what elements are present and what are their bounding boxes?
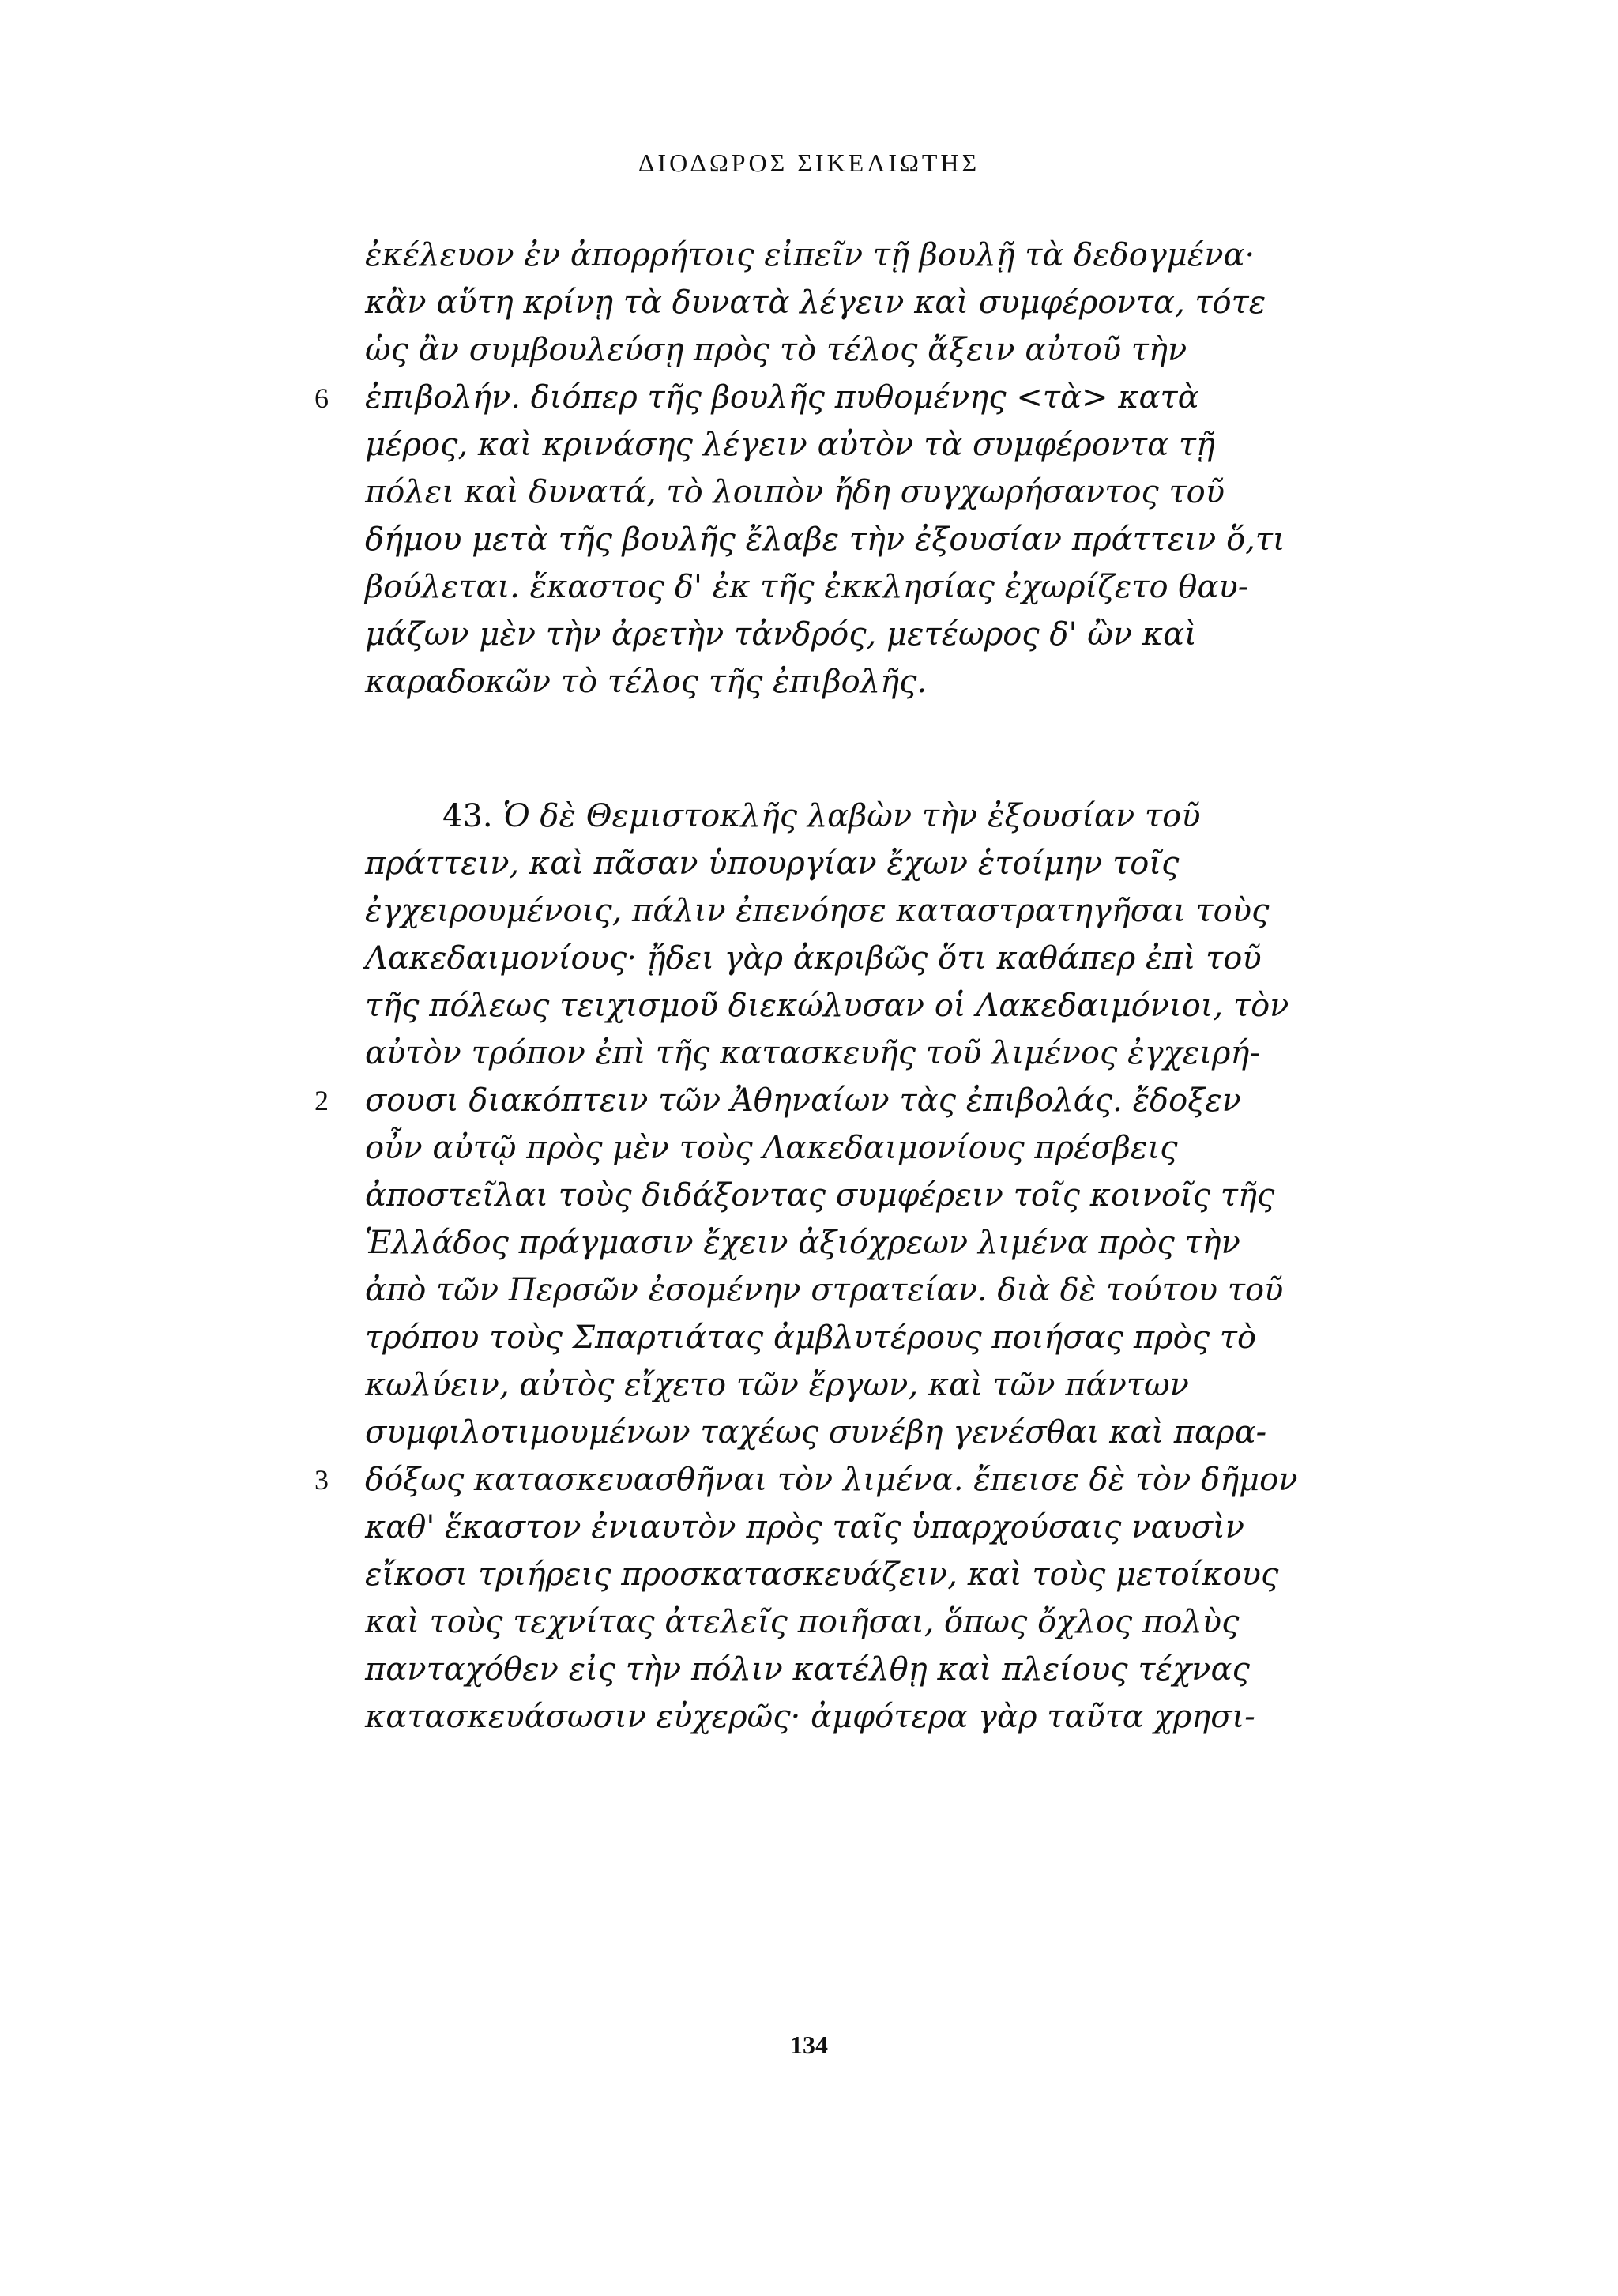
text-line: Ἑλλάδος πράγμασιν ἔχειν ἀξιόχρεων λιμένα πρὸς τὴν: [365, 1225, 1240, 1261]
text-line: ὡς ἂν συμβουλεύσῃ πρὸς τὸ τέλος ἄξειν αὐτοῦ τὴν: [365, 332, 1187, 368]
text-line: μάζων μὲν τὴν ἀρετὴν τἀνδρός, μετέωρος δ' ὢν καὶ: [365, 616, 1197, 653]
text-line: τῆς πόλεως τειχισμοῦ διεκώλυσαν οἱ Λακεδαιμόνιοι, τὸν: [365, 988, 1289, 1024]
text-line: εἴκοσι τριήρεις προσκατασκευάζειν, καὶ τοὺς μετοίκους: [365, 1556, 1279, 1593]
section-first-line: [442, 794, 1201, 838]
text-line: οὖν αὐτῷ πρὸς μὲν τοὺς Λακεδαιμονίους πρέσβεις: [365, 1130, 1178, 1166]
text-line: βούλεται. ἕκαστος δ' ἐκ τῆς ἐκκλησίας ἐχωρίζετο θαυ-: [365, 569, 1249, 605]
text-line: κωλύειν, αὐτὸς εἴχετο τῶν ἔργων, καὶ τῶν πάντων: [365, 1367, 1189, 1403]
chapter-number: 43.: [442, 798, 493, 834]
margin-section-number: 6: [314, 382, 329, 414]
text-line: ἐπιβολήν. διόπερ τῆς βουλῆς πυθομένης <τὰ> κατὰ: [365, 379, 1199, 416]
text-line: Ὁ δὲ Θεμιστοκλῆς λαβὼν τὴν ἐξουσίαν τοῦ: [502, 798, 1201, 834]
text-line: δήμου μετὰ τῆς βουλῆς ἔλαβε τὴν ἐξουσίαν πράττειν ὅ,τι: [365, 521, 1285, 558]
text-line: πόλει καὶ δυνατά, τὸ λοιπὸν ἤδη συγχωρήσαντος τοῦ: [365, 474, 1225, 510]
text-line: πανταχόθεν εἰς τὴν πόλιν κατέλθῃ καὶ πλείους τέχνας: [365, 1651, 1250, 1688]
text-line: κατασκευάσωσιν εὐχερῶς· ἀμφότερα γὰρ ταῦτα χρησι-: [365, 1699, 1255, 1735]
text-line: καὶ τοὺς τεχνίτας ἀτελεῖς ποιῆσαι, ὅπως ὄχλος πολὺς: [365, 1604, 1240, 1640]
text-line: πράττειν, καὶ πᾶσαν ὑπουργίαν ἔχων ἑτοίμην τοῖς: [365, 845, 1180, 882]
text-line: δόξως κατασκευασθῆναι τὸν λιμένα. ἔπεισε δὲ τὸν δῆμον: [365, 1462, 1298, 1498]
text-line: αὐτὸν τρόπον ἐπὶ τῆς κατασκευῆς τοῦ λιμένος ἐγχειρή-: [365, 1035, 1260, 1071]
text-line: ἀπὸ τῶν Περσῶν ἐσομένην στρατείαν. διὰ δὲ τούτου τοῦ: [365, 1272, 1284, 1308]
page-number: 134: [790, 2031, 828, 2059]
text-line: κἂν αὕτη κρίνῃ τὰ δυνατὰ λέγειν καὶ συμφέροντα, τότε: [365, 284, 1266, 321]
text-line: ἐκέλευον ἐν ἀπορρήτοις εἰπεῖν τῇ βουλῇ τὰ δεδογμένα·: [365, 237, 1255, 273]
margin-section-number: 3: [314, 1464, 329, 1496]
text-line: σουσι διακόπτειν τῶν Ἀθηναίων τὰς ἐπιβολάς. ἔδοξεν: [365, 1082, 1242, 1119]
text-line: συμφιλοτιμουμένων ταχέως συνέβη γενέσθαι καὶ παρα-: [365, 1414, 1267, 1451]
text-line: καθ' ἕκαστον ἐνιαυτὸν πρὸς ταῖς ὑπαρχούσαις ναυσὶν: [365, 1509, 1245, 1545]
text-line: Λακεδαιμονίους· ᾔδει γὰρ ἀκριβῶς ὅτι καθάπερ ἐπὶ τοῦ: [365, 940, 1262, 977]
text-line: καραδοκῶν τὸ τέλος τῆς ἐπιβολῆς.: [365, 664, 928, 700]
running-head: ΔΙΟΔΩΡΟΣ ΣΙΚΕΛΙΩΤΗΣ: [638, 149, 980, 177]
text-line: τρόπου τοὺς Σπαρτιάτας ἀμβλυτέρους ποιήσας πρὸς τὸ: [365, 1319, 1257, 1356]
text-line: ἐγχειρουμένοις, πάλιν ἐπενόησε καταστρατηγῆσαι τοὺς: [365, 893, 1270, 929]
text-line: μέρος, καὶ κρινάσης λέγειν αὐτὸν τὰ συμφέροντα τῇ: [365, 427, 1215, 463]
margin-section-number: 2: [314, 1085, 329, 1116]
text-line: ἀποστεῖλαι τοὺς διδάξοντας συμφέρειν τοῖς κοινοῖς τῆς: [365, 1177, 1275, 1214]
